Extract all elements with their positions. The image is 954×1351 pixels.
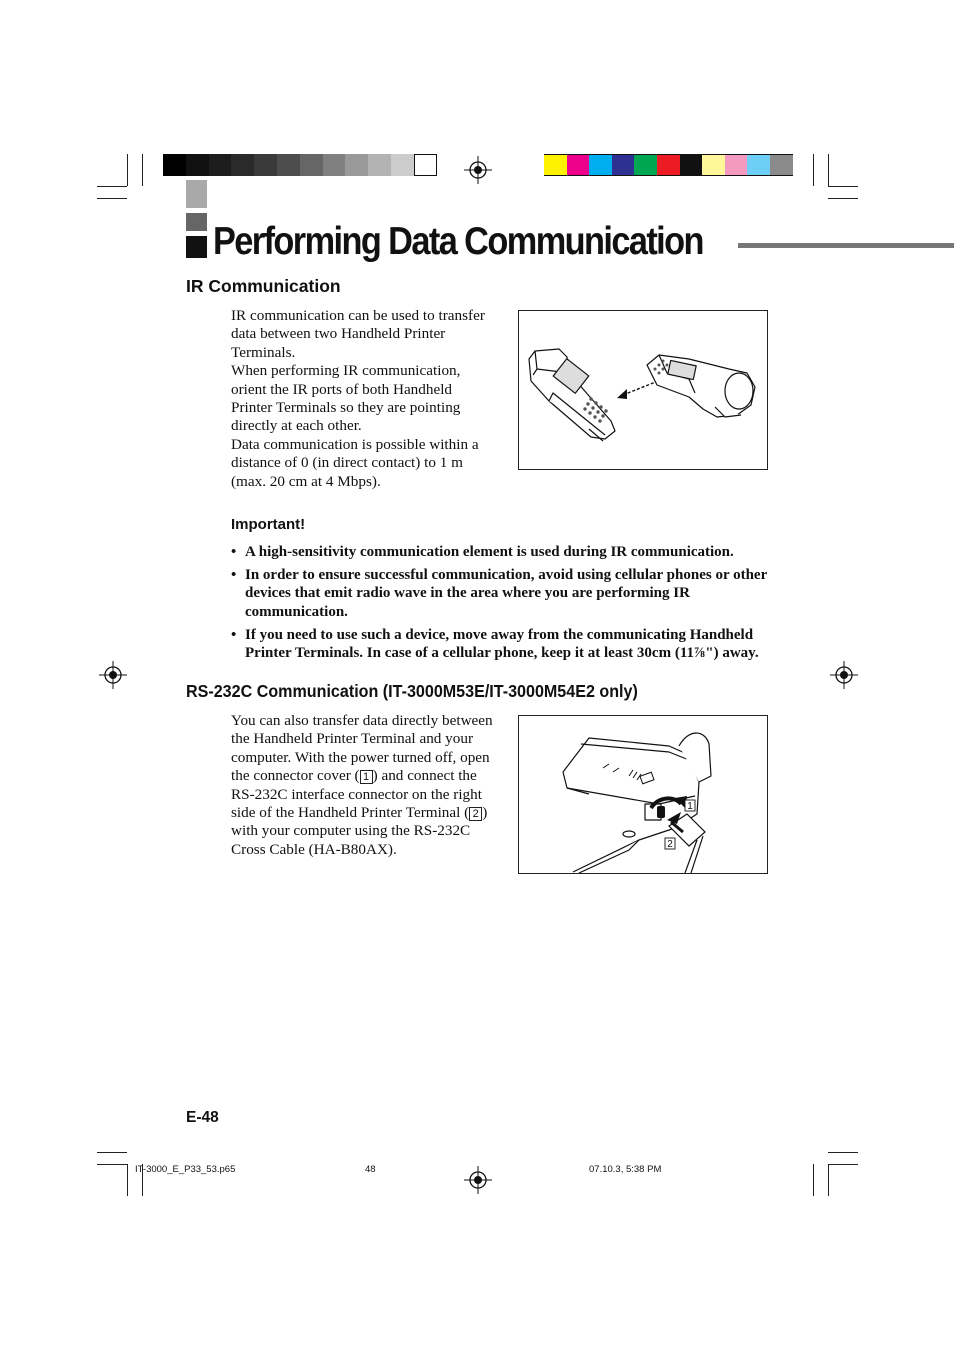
gray-swatch (368, 154, 391, 176)
bullet-text: A high-sensitivity communication element is used during IR communication. (245, 544, 734, 560)
gray-swatch (391, 154, 414, 176)
rs232c-connector-illustration (519, 716, 767, 873)
rs232c-heading: RS-232C Communication (IT-3000M53E/IT-3000M54E2 only) (186, 681, 638, 701)
bullet-item: • A high-sensitivity communication element is used during IR communication. (231, 544, 734, 560)
bullet-text: If you need to use such a device, move away from the communicating Handheld Printer Terminals. In case of a cellular phone, keep it at least 30cm (11⅞") away. (245, 626, 759, 662)
color-swatch (567, 154, 590, 176)
color-swatch (634, 154, 657, 176)
bullet-text: In order to ensure successful communication, avoid using cellular phones or other devices that emit radio wave in the area where you are performing IR communication. (245, 567, 767, 620)
gray-swatch (163, 154, 186, 176)
color-swatch (747, 154, 770, 176)
ir-paragraphs (231, 307, 493, 491)
footer-page: 48 (365, 1164, 376, 1175)
title-rule (738, 243, 954, 248)
color-swatch (702, 154, 725, 176)
ir-paragraph: When performing IR communication, orient the IR ports of both Handheld Printer Terminals so they are pointing directly at each other. (231, 362, 461, 435)
figure-label-1: 1 (687, 801, 693, 812)
color-swatch (770, 154, 793, 176)
gray-swatch (300, 154, 323, 176)
page-title: Performing Data Communication (213, 220, 703, 263)
important-bullets (231, 543, 776, 667)
color-swatch (544, 154, 567, 176)
title-block-mid (186, 213, 207, 231)
title-block-light (186, 180, 207, 208)
rs232c-figure (518, 715, 768, 874)
page-number: E-48 (186, 1109, 219, 1126)
rs232c-paragraph (231, 712, 499, 859)
gray-swatch (414, 154, 437, 176)
footer-datetime: 07.10.3, 5:38 PM (589, 1164, 662, 1175)
rs232c-text: ) with your computer using the RS-232C Cross Cable (HA-B80AX). (231, 804, 488, 858)
ir-figure (518, 310, 768, 470)
gray-swatch (345, 154, 368, 176)
registration-mark-icon (464, 156, 492, 184)
title-block-dark (186, 236, 207, 258)
gray-swatch (209, 154, 232, 176)
step-number-1: 1 (360, 770, 373, 784)
ir-terminals-illustration (519, 311, 767, 469)
gray-swatch (186, 154, 209, 176)
color-swatch (589, 154, 612, 176)
important-heading: Important! (231, 516, 306, 533)
ir-paragraph: IR communication can be used to transfer data between two Handheld Printer Terminals. (231, 307, 485, 361)
color-swatch (612, 154, 635, 176)
gray-swatch (231, 154, 254, 176)
ir-paragraph: Data communication is possible within a distance of 0 (in direct contact) to 1 m (max. 20 cm at 4 Mbps). (231, 435, 479, 490)
registration-mark-icon (464, 1166, 492, 1194)
gray-swatch (323, 154, 346, 176)
rs232c-text: ) and connect the RS-232C interface connector on the right side of the Handheld Printer Terminal ( (231, 767, 482, 822)
bullet-item: • In order to ensure successful communication, avoid using cellular phones or other devices that emit radio wave in the area where you are performing IR communication. (231, 567, 767, 620)
bullet-item: • If you need to use such a device, move away from the communicating Handheld Printer Terminals. In case of a cellular phone, keep it at least 30cm (11⅞") away. (231, 626, 759, 662)
footer-file: IT-3000_E_P33_53.p65 (135, 1164, 236, 1175)
gray-swatch (277, 154, 300, 176)
ir-heading: IR Communication (186, 276, 341, 296)
gray-swatch (254, 154, 277, 176)
registration-mark-icon (99, 661, 127, 689)
registration-mark-icon (830, 661, 858, 689)
step-number-2: 2 (469, 807, 482, 821)
color-swatch (657, 154, 680, 176)
color-swatch (680, 154, 703, 176)
color-swatch (725, 154, 748, 176)
figure-label-2: 2 (667, 839, 673, 850)
rs232c-text: You can also transfer data directly between the Handheld Printer Terminal and your computer. With the power turned off, open the connector cover ( (231, 712, 493, 785)
